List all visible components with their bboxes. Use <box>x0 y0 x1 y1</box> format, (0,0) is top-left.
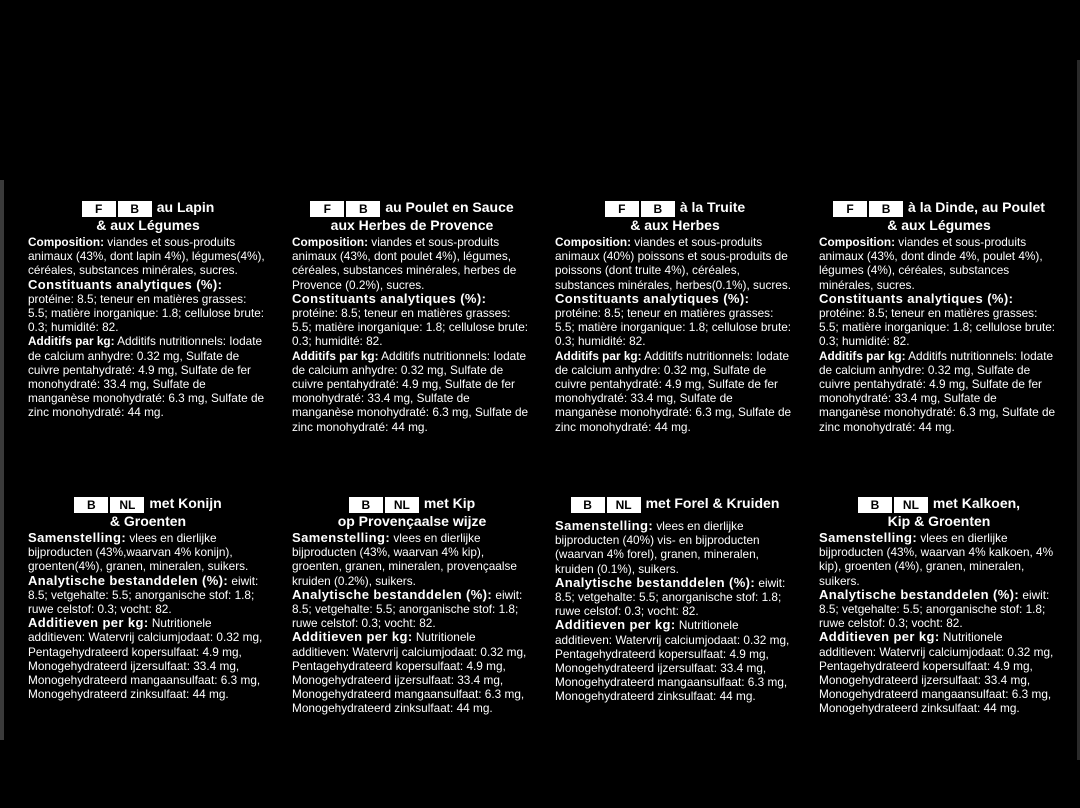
composition-section <box>819 235 1059 292</box>
analytical-label: Analytische bestanddelen (%): <box>292 586 493 602</box>
additives-label: Additifs par kg: <box>819 348 906 363</box>
language-code-badge: B <box>858 497 892 513</box>
additives-section <box>28 334 268 419</box>
language-code-badge: B <box>869 201 903 217</box>
analytical-text: protéine: 8.5; teneur en matières grasses: 5.5; matière inorganique: 1.8; cellulose brute: 0.3; humidité: 82. <box>292 306 529 349</box>
additives-text: Nutritionele additieven: Watervrij calciumjodaat: 0.32 mg, Pentagehydrateerd kopersulfaat: 4.9 mg, Monogehydrateerd ijzersulfaat: 33.4 mg, Monogehydrateerd mangaansulfaat: 6.3 mg, Monogehydrateerd zinksulfaat: 44 mg. <box>28 616 263 702</box>
language-code-badge: NL <box>110 497 144 513</box>
composition-label: Composition: <box>555 235 632 249</box>
additives-text: Additifs nutritionnels: Iodate de calcium anhydre: 0.32 mg, Sulfate de cuivre pentahydraté: 4.9 mg, Sulfate de fer monohydraté: 33.4 mg, Sulfate de manganèse monohydraté: 6.3 mg, Sulfate de zinc monohydraté: 44 mg. <box>292 348 529 434</box>
additives-section <box>28 616 268 701</box>
language-code-badge: B <box>349 497 383 513</box>
analytical-text: protéine: 8.5; teneur en matières grasses: 5.5; matière inorganique: 1.8; cellulose brute: 0.3; humidité: 82. <box>28 291 265 335</box>
product-title-line1: met Konijn <box>149 495 222 511</box>
panel-title <box>28 495 268 529</box>
label-panel-fr-lapin <box>28 199 268 420</box>
language-codes <box>833 201 903 217</box>
analytical-label: Constituants analytiques (%): <box>292 290 487 306</box>
additives-section <box>555 349 795 434</box>
additives-label: Additifs par kg: <box>555 348 642 363</box>
additives-section <box>292 630 532 715</box>
left-edge-shadow <box>0 180 4 740</box>
product-title-line2: & aux Légumes <box>96 217 200 233</box>
additives-text: Additifs nutritionnels: Iodate de calcium anhydre: 0.32 mg, Sulfate de cuivre pentahydraté: 4.9 mg, Sulfate de fer monohydraté: 33.4 mg, Sulfate de manganèse monohydraté: 6.3 mg, Sulfate de zinc monohydraté: 44 mg. <box>28 334 265 420</box>
composition-label: Samenstelling: <box>292 530 391 545</box>
label-panel-nl-forel <box>555 495 795 704</box>
additives-section <box>819 349 1059 434</box>
analytical-section <box>555 576 795 619</box>
panel-title <box>819 495 1059 529</box>
additives-label: Additifs par kg: <box>292 348 379 363</box>
analytical-text: eiwit: 8.5; vetgehalte: 5.5; anorganische stof: 1.8; ruwe celstof: 0.3; vocht: 82. <box>819 587 1050 631</box>
product-title-line2: & aux Légumes <box>887 217 991 233</box>
panel-title <box>28 199 268 233</box>
additives-text: Nutritionele additieven: Watervrij calciumjodaat: 0.32 mg, Pentagehydrateerd kopersulfaat: 4.9 mg, Monogehydrateerd ijzersulfaat: 33.4 mg, Monogehydrateerd mangaansulfaat: 6.3 mg, Monogehydrateerd zinksulfaat: 44 mg. <box>555 618 790 704</box>
label-panel-nl-kalkoen <box>819 495 1059 716</box>
label-panel-fr-truite <box>555 199 795 434</box>
panel-title <box>292 495 532 529</box>
panel-body <box>292 531 532 716</box>
composition-section <box>819 531 1059 588</box>
panel-title <box>292 199 532 233</box>
language-codes <box>571 497 641 513</box>
analytical-label: Analytische bestanddelen (%): <box>555 574 756 590</box>
additives-text: Nutritionele additieven: Watervrij calciumjodaat: 0.32 mg, Pentagehydrateerd kopersulfaat: 4.9 mg, Monogehydrateerd ijzersulfaat: 33.4 mg, Monogehydrateerd mangaansulfaat: 6.3 mg, Monogehydrateerd zinksulfaat: 44 mg. <box>292 630 527 716</box>
product-title-line2: aux Herbes de Provence <box>330 217 494 233</box>
language-codes <box>858 497 928 513</box>
composition-text: vlees en dierlijke bijproducten (43%, waarvan 4% kalkoen, 4% kip), groenten (4%), granen, mineralen, suikers. <box>819 531 1054 588</box>
language-code-badge: NL <box>385 497 419 513</box>
language-codes <box>349 497 419 513</box>
composition-label: Composition: <box>28 235 105 249</box>
product-title-line1: à la Dinde, au Poulet <box>908 199 1045 215</box>
label-panel-nl-konijn <box>28 495 268 701</box>
analytical-section <box>819 292 1059 349</box>
analytical-label: Constituants analytiques (%): <box>819 290 1014 306</box>
additives-text: Additifs nutritionnels: Iodate de calcium anhydre: 0.32 mg, Sulfate de cuivre pentahydraté: 4.9 mg, Sulfate de fer monohydraté: 33.4 mg, Sulfate de manganèse monohydraté: 6.3 mg, Sulfate de zinc monohydraté: 44 mg. <box>555 348 792 434</box>
product-title-line2: & Groenten <box>109 513 187 529</box>
language-code-badge: NL <box>894 497 928 513</box>
panel-title <box>819 199 1059 233</box>
additives-text: Additifs nutritionnels: Iodate de calcium anhydre: 0.32 mg, Sulfate de cuivre pentahydraté: 4.9 mg, Sulfate de fer monohydraté: 33.4 mg, Sulfate de manganèse monohydraté: 6.3 mg, Sulfate de zinc monohydraté: 44 mg. <box>819 348 1056 434</box>
language-code-badge: B <box>641 201 675 217</box>
language-code-badge: B <box>571 497 605 513</box>
additives-label: Additifs par kg: <box>28 334 115 349</box>
product-title-line2: & aux Herbes <box>630 217 720 233</box>
composition-text: viandes et sous-produits animaux (43%, dont poulet 4%), légumes, céréales, substances minérales, herbes de Provence (0.2%), sucres. <box>292 235 517 292</box>
label-panel-fr-dinde <box>819 199 1059 434</box>
product-title-line1: à la Truite <box>679 199 746 215</box>
additives-label: Additieven per kg: <box>28 615 149 631</box>
product-title-line2: op Provençaalse wijze <box>337 513 487 529</box>
composition-section <box>555 519 795 576</box>
additives-section <box>555 618 795 703</box>
label-panel-fr-poulet <box>292 199 532 434</box>
composition-text: vlees en dierlijke bijproducten (40%) vis- en bijproducten (waarvan 4% forel), granen, mineralen, kruiden (0.1%), suikers. <box>555 519 760 576</box>
composition-text: viandes et sous-produits animaux (43%, dont lapin 4%), légumes(4%), céréales, substances minérales, sucres. <box>28 235 265 278</box>
language-code-badge: F <box>833 201 867 217</box>
additives-label: Additieven per kg: <box>819 629 940 645</box>
analytical-label: Analytische bestanddelen (%): <box>28 572 229 588</box>
analytical-text: eiwit: 8.5; vetgehalte: 5.5; anorganische stof: 1.8; ruwe celstof: 0.3; vocht: 82. <box>28 573 259 617</box>
additives-text: Nutritionele additieven: Watervrij calciumjodaat: 0.32 mg, Pentagehydrateerd kopersulfaat: 4.9 mg, Monogehydrateerd ijzersulfaat: 33.4 mg, Monogehydrateerd mangaansulfaat: 6.3 mg, Monogehydrateerd zinksulfaat: 44 mg. <box>819 630 1054 716</box>
analytical-label: Constituants analytiques (%): <box>28 276 223 292</box>
panel-title <box>555 495 795 513</box>
composition-label: Samenstelling: <box>28 530 127 545</box>
product-title-line1: met Kip <box>423 495 476 511</box>
analytical-text: protéine: 8.5; teneur en matières grasses: 5.5; matière inorganique: 1.8; cellulose brute: 0.3; humidité: 82. <box>819 306 1056 349</box>
analytical-text: eiwit: 8.5; vetgehalte: 5.5; anorganische stof: 1.8; ruwe celstof: 0.3; vocht: 82. <box>555 575 786 619</box>
composition-text: vlees en dierlijke bijproducten (43%, waarvan 4% kip), groenten, granen, mineralen, provençaalse kruiden (0.2%), suikers. <box>292 531 517 588</box>
composition-section <box>292 531 532 588</box>
product-title-line1: au Lapin <box>156 199 215 215</box>
panel-body <box>28 531 268 701</box>
composition-section <box>292 235 532 292</box>
composition-text: viandes et sous-produits animaux (40%) poissons et sous-produits de poissons (dont truite 4%), céréales, substances minérales, herbes(0.1%), sucres. <box>555 235 792 292</box>
panel-body <box>555 235 795 434</box>
language-code-badge: B <box>74 497 108 513</box>
composition-label: Composition: <box>292 235 369 249</box>
analytical-label: Analytische bestanddelen (%): <box>819 586 1020 602</box>
additives-label: Additieven per kg: <box>292 629 413 645</box>
additives-label: Additieven per kg: <box>555 617 676 633</box>
analytical-section <box>292 292 532 349</box>
language-code-badge: NL <box>607 497 641 513</box>
composition-section <box>28 235 268 278</box>
composition-label: Samenstelling: <box>819 530 918 545</box>
language-code-badge: B <box>118 201 152 217</box>
additives-section <box>819 630 1059 715</box>
additives-section <box>292 349 532 434</box>
composition-text: viandes et sous-produits animaux (43%, dont dinde 4%, poulet 4%), légumes (4%), céréales, substances minérales, sucres. <box>819 235 1043 292</box>
analytical-section <box>28 278 268 335</box>
language-code-badge: F <box>82 201 116 217</box>
language-codes <box>82 201 152 217</box>
product-title-line1: au Poulet en Sauce <box>385 199 514 215</box>
analytical-text: protéine: 8.5; teneur en matières grasses: 5.5; matière inorganique: 1.8; cellulose brute: 0.3; humidité: 82. <box>555 306 792 349</box>
panel-title <box>555 199 795 233</box>
composition-label: Composition: <box>819 235 896 249</box>
language-code-badge: B <box>346 201 380 217</box>
analytical-section <box>555 292 795 349</box>
analytical-label: Constituants analytiques (%): <box>555 290 750 306</box>
panel-body <box>28 235 268 420</box>
composition-section <box>28 531 268 574</box>
analytical-section <box>28 574 268 617</box>
panel-body <box>819 235 1059 434</box>
label-panel-nl-kip <box>292 495 532 716</box>
language-codes <box>74 497 144 513</box>
composition-label: Samenstelling: <box>555 518 654 533</box>
product-title-line1: met Forel & Kruiden <box>645 495 780 511</box>
analytical-section <box>292 588 532 631</box>
language-code-badge: F <box>605 201 639 217</box>
composition-text: vlees en dierlijke bijproducten (43%,waarvan 4% konijn), groenten(4%), granen, mineralen, suikers. <box>28 531 249 574</box>
analytical-section <box>819 588 1059 631</box>
panel-body <box>819 531 1059 716</box>
composition-section <box>555 235 795 292</box>
product-title-line1: met Kalkoen, <box>932 495 1021 511</box>
language-codes <box>310 201 380 217</box>
product-title-line2: Kip & Groenten <box>887 513 991 529</box>
analytical-text: eiwit: 8.5; vetgehalte: 5.5; anorganische stof: 1.8; ruwe celstof: 0.3; vocht: 82. <box>292 587 523 631</box>
panel-body <box>555 519 795 704</box>
language-code-badge: F <box>310 201 344 217</box>
language-codes <box>605 201 675 217</box>
panel-body <box>292 235 532 434</box>
